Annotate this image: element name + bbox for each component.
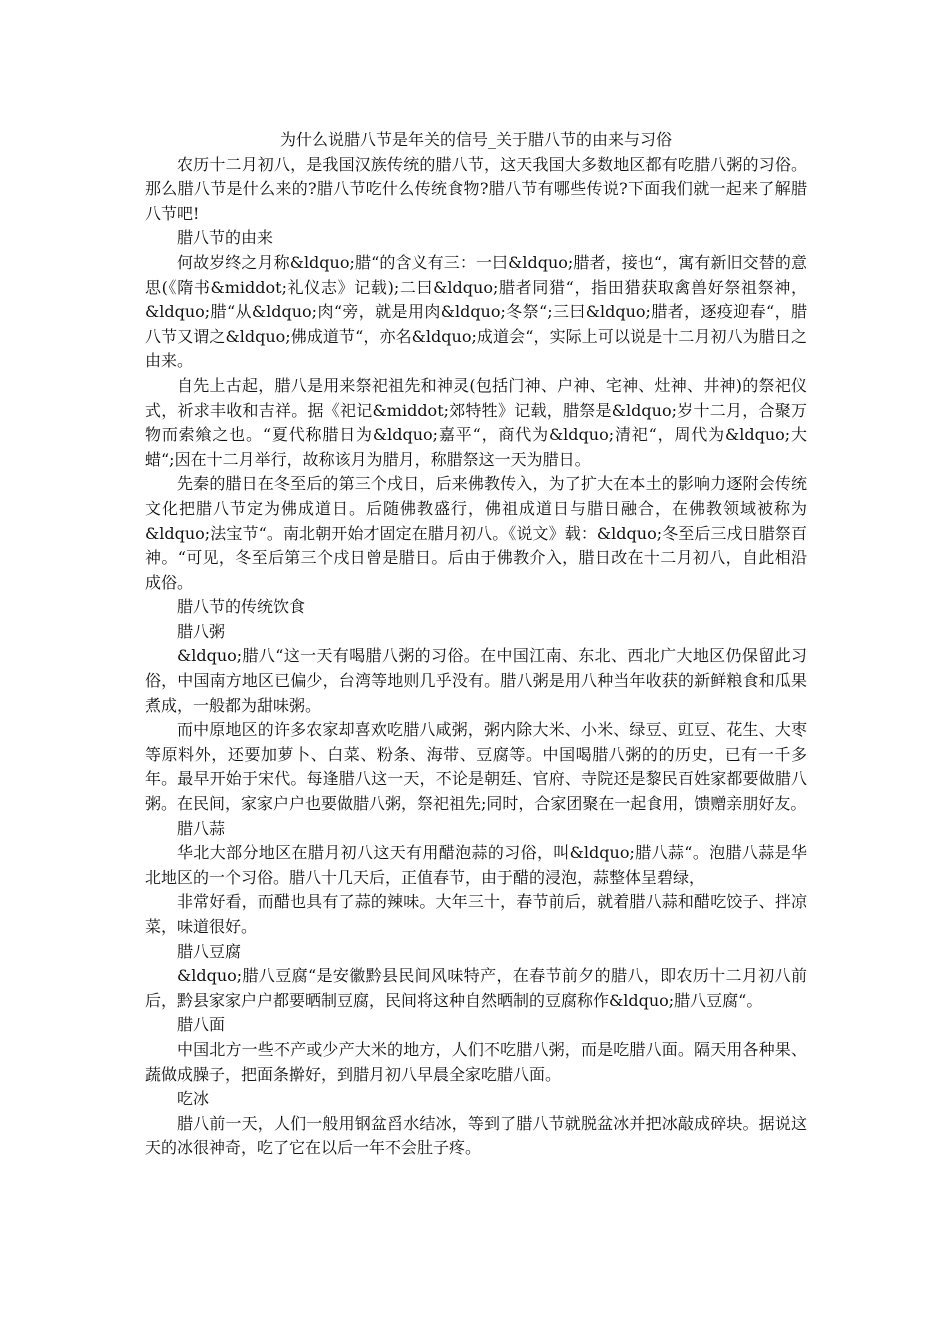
paragraph: 自先上古起，腊八是用来祭祀祖先和神灵(包括门神、户神、宅神、灶神、井神)的祭祀仪式，祈求丰收和吉祥。据《祀记&middot;郊特牲》记载，腊祭是&ldquo;岁十二月，合聚万物而索飨之也。“夏代称腊日为&ldquo;嘉平“，商代为&ldquo;清祀“，周代为&ldquo;大蜡“;因在十二月举行，故称该月为腊月，称腊祭这一天为腊日。 xyxy=(145,375,807,469)
subheading-laba-porridge: 腊八粥 xyxy=(177,621,226,641)
paragraph: 先秦的腊日在冬至后的第三个戌日，后来佛教传入，为了扩大在本土的影响力逐附会传统文化把腊八节定为佛成道日。后随佛教盛行，佛祖成道日与腊日融合，在佛教领域被称为&ldquo;法宝节“。南北朝开始才固定在腊月初八。《说文》载：&ldquo;冬至后三戌日腊祭百神。“可见，冬至后第三个戌日曾是腊日。后由于佛教介入，腊日改在十二月初八，自此相沿成俗。 xyxy=(145,474,807,592)
paragraph-intro: 农历十二月初八，是我国汉族传统的腊八节，这天我国大多数地区都有吃腊八粥的习俗。那么腊八节是什么来的?腊八节吃什么传统食物?腊八节有哪些传说?下面我们就一起来了解腊八节吧! xyxy=(145,154,807,223)
section-heading-food: 腊八节的传统饮食 xyxy=(177,597,306,617)
paragraph: 腊八前一天，人们一般用钢盆舀水结冰，等到了腊八节就脱盆冰并把冰敲成碎块。据说这天的冰很神奇，吃了它在以后一年不会肚子疼。 xyxy=(145,1113,807,1158)
subheading-laba-tofu: 腊八豆腐 xyxy=(177,941,242,961)
paragraph: 中国北方一些不产或少产大米的地方，人们不吃腊八粥，而是吃腊八面。隔天用各种果、蔬做成臊子，把面条擀好，到腊月初八早晨全家吃腊八面。 xyxy=(145,1039,807,1084)
document-title: 为什么说腊八节是年关的信号_关于腊八节的由来与习俗 xyxy=(279,130,672,149)
section-heading-origin: 腊八节的由来 xyxy=(177,228,274,248)
subheading-laba-garlic: 腊八蒜 xyxy=(177,818,226,838)
paragraph: 而中原地区的许多农家却喜欢吃腊八咸粥，粥内除大米、小米、绿豆、豇豆、花生、大枣等原料外，还要加萝卜、白菜、粉条、海带、豆腐等。中国喝腊八粥的的历史，已有一千多年。最早开始于宋代。每逢腊八这一天，不论是朝廷、官府、寺院还是黎民百姓家都要做腊八粥。在民间，家家户户也要做腊八粥，祭祀祖先;同时，合家团聚在一起食用，馈赠亲朋好友。 xyxy=(145,720,807,814)
subheading-laba-noodles: 腊八面 xyxy=(177,1015,226,1035)
paragraph: 非常好看，而醋也具有了蒜的辣味。大年三十，春节前后，就着腊八蒜和醋吃饺子、拌凉菜，味道很好。 xyxy=(145,892,807,936)
paragraph: &ldquo;腊八豆腐“是安徽黔县民间风味特产，在春节前夕的腊八，即农历十二月初八前后，黔县家家户户都要晒制豆腐，民间将这种自然晒制的豆腐称作&ldquo;腊八豆腐“。 xyxy=(145,966,807,1010)
paragraph: &ldquo;腊八“这一天有喝腊八粥的习俗。在中国江南、东北、西北广大地区仍保留此习俗，中国南方地区已偏少，台湾等地则几乎没有。腊八粥是用八种当年收获的新鲜粮食和瓜果煮成，一般都为甜味粥。 xyxy=(145,646,807,715)
document-body xyxy=(145,128,807,1161)
subheading-eating-ice: 吃冰 xyxy=(177,1089,210,1109)
paragraph: 华北大部分地区在腊月初八这天有用醋泡蒜的习俗，叫&ldquo;腊八蒜“。泡腊八蒜是华北地区的一个习俗。腊八十几天后，正值春节，由于醋的浸泡，蒜整体呈碧绿， xyxy=(145,843,807,887)
paragraph: 何故岁终之月称&ldquo;腊“的含义有三：一曰&ldquo;腊者，接也“，寓有新旧交替的意思(《隋书&middot;礼仪志》记载);二曰&ldquo;腊者同猎“，指田猎获取禽兽好祭祖祭神，&ldquo;腊“从&ldquo;肉“旁，就是用肉&ldquo;冬祭“;三曰&ldquo;腊者，逐疫迎春“，腊八节又谓之&ldquo;佛成道节“，亦名&ldquo;成道会“，实际上可以说是十二月初八为腊日之由来。 xyxy=(145,252,807,371)
